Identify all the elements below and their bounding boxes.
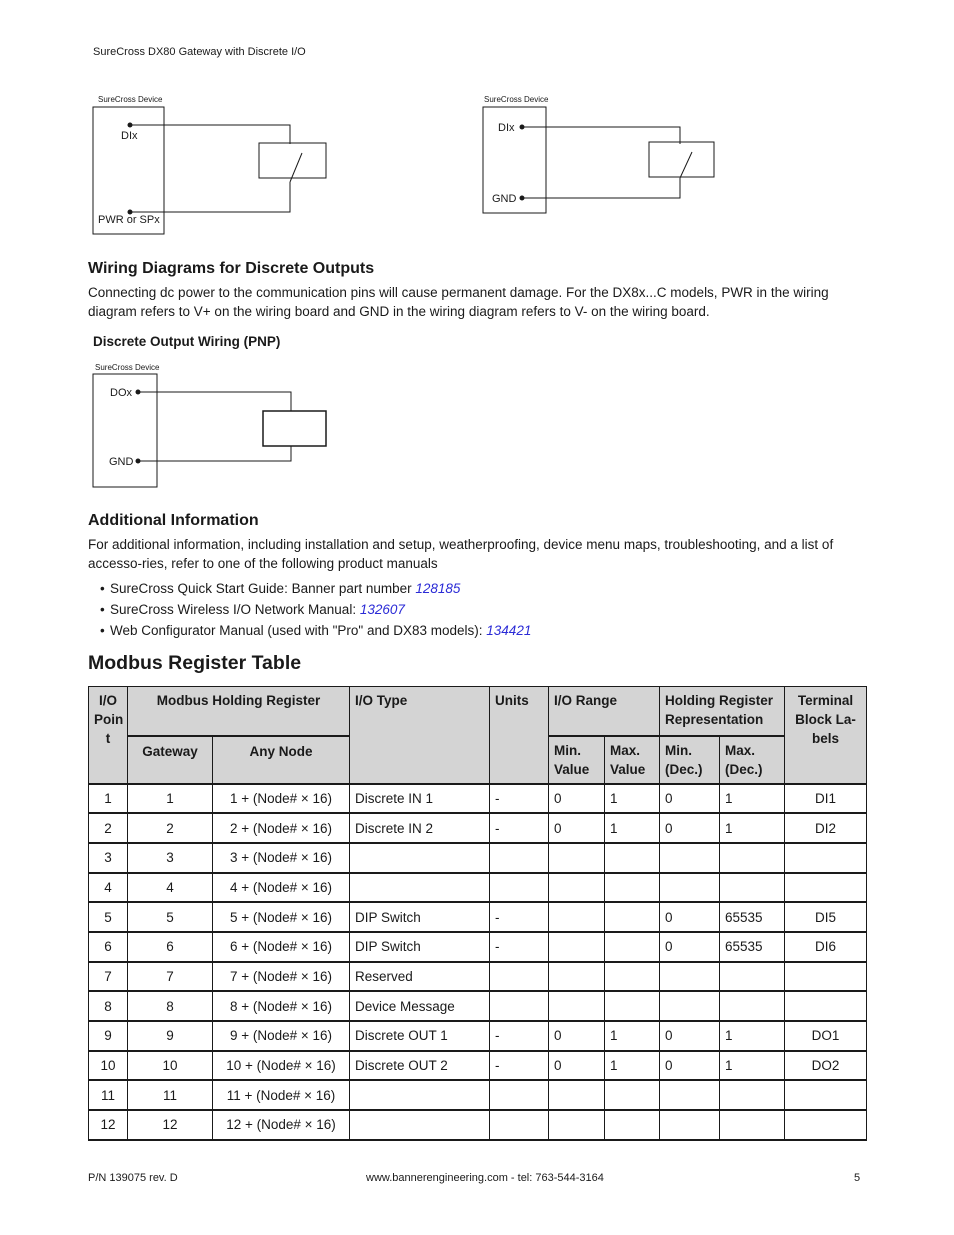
wiring-diagram-output-pnp [90, 360, 340, 490]
cell-max-value [605, 902, 660, 932]
bullet: • [100, 581, 105, 596]
manual-title: SureCross Quick Start Guide: Banner part number [110, 581, 416, 596]
cell-any-node: 11 + (Node# × 16) [213, 1080, 350, 1110]
table-row [89, 991, 867, 1021]
part-number-link[interactable]: 132607 [359, 602, 405, 617]
section-heading-discrete-outputs: Wiring Diagrams for Discrete Outputs [88, 260, 375, 277]
table-row [89, 1080, 867, 1110]
cell-gateway: 11 [128, 1080, 213, 1110]
cell-max-dec: 1 [720, 813, 785, 843]
cell-max-dec: 65535 [720, 902, 785, 932]
manual-title: Web Configurator Manual (used with "Pro" and DX83 models): [110, 623, 487, 638]
cell-io-point: 7 [89, 962, 128, 992]
cell-io-type: Device Message [350, 991, 490, 1021]
cell-io-type: DIP Switch [350, 932, 490, 962]
cell-io-type: Discrete IN 1 [350, 784, 490, 814]
col-header-gateway: Gateway [128, 736, 213, 784]
discrete-outputs-paragraph: Connecting dc power to the communication pins will cause permanent damage. For the DX8x...C models, PWR in the wiring diagram refers to V+ on the wiring board and GND in the wiring diagram refers to V- on the wiring board. [88, 285, 829, 319]
cell-io-point: 6 [89, 932, 128, 962]
cell-max-value [605, 991, 660, 1021]
cell-io-point: 2 [89, 813, 128, 843]
manuals-list [100, 580, 531, 643]
cell-any-node: 9 + (Node# × 16) [213, 1021, 350, 1051]
cell-max-value: 1 [605, 813, 660, 843]
switch-box [649, 142, 714, 177]
cell-gateway: 7 [128, 962, 213, 992]
cell-min-dec: 0 [660, 784, 720, 814]
footer-part-number: P/N 139075 rev. D [88, 1172, 178, 1184]
col-header-max-dec: Max. (Dec.) [720, 736, 785, 784]
cell-units [490, 1110, 549, 1140]
cell-max-value: 1 [605, 1021, 660, 1051]
subheading-output-wiring: Discrete Output Wiring (PNP) [93, 334, 281, 349]
col-header-io-point: I/O Poin t [89, 687, 128, 784]
cell-io-type: Discrete IN 2 [350, 813, 490, 843]
cell-max-dec: 65535 [720, 932, 785, 962]
cell-io-type: DIP Switch [350, 902, 490, 932]
pin-label-top: DIx [121, 130, 138, 142]
col-header-holding-representation: Holding Register Representation [660, 687, 785, 736]
cell-min-dec [660, 843, 720, 873]
table-row [89, 843, 867, 873]
cell-io-type [350, 843, 490, 873]
cell-io-point: 4 [89, 873, 128, 903]
cell-units: - [490, 784, 549, 814]
wiring-diagram-input-gnd [480, 92, 730, 218]
cell-min-value [549, 962, 605, 992]
cell-min-dec: 0 [660, 813, 720, 843]
cell-min-dec [660, 873, 720, 903]
cell-max-dec: 1 [720, 784, 785, 814]
cell-any-node: 6 + (Node# × 16) [213, 932, 350, 962]
cell-any-node: 4 + (Node# × 16) [213, 873, 350, 903]
list-item [100, 601, 531, 622]
cell-units: - [490, 902, 549, 932]
cell-io-point: 5 [89, 902, 128, 932]
cell-terminal-label: DI2 [785, 813, 867, 843]
cell-units [490, 962, 549, 992]
cell-min-value [549, 902, 605, 932]
cell-max-value [605, 1110, 660, 1140]
cell-max-dec [720, 1080, 785, 1110]
part-number-link[interactable]: 134421 [486, 623, 532, 638]
table-row [89, 873, 867, 903]
wiring-diagram-input-pwr [90, 92, 340, 238]
cell-min-dec [660, 991, 720, 1021]
cell-max-dec [720, 873, 785, 903]
cell-gateway: 9 [128, 1021, 213, 1051]
cell-max-value [605, 843, 660, 873]
cell-any-node: 10 + (Node# × 16) [213, 1051, 350, 1081]
bullet: • [100, 602, 105, 617]
part-number-link[interactable]: 128185 [415, 581, 461, 596]
cell-max-dec: 1 [720, 1051, 785, 1081]
cell-min-value [549, 991, 605, 1021]
cell-max-dec [720, 1110, 785, 1140]
cell-gateway: 1 [128, 784, 213, 814]
cell-gateway: 2 [128, 813, 213, 843]
pin-label-bottom: PWR or SPx [98, 214, 160, 226]
table-row [89, 813, 867, 843]
load-box [263, 411, 326, 446]
cell-units [490, 873, 549, 903]
switch-contact [680, 152, 692, 178]
table-row [89, 1021, 867, 1051]
table-body [89, 784, 867, 1140]
col-header-min-value: Min. Value [549, 736, 605, 784]
cell-terminal-label [785, 1080, 867, 1110]
cell-gateway: 6 [128, 932, 213, 962]
cell-min-value [549, 843, 605, 873]
cell-min-dec: 0 [660, 1021, 720, 1051]
cell-terminal-label [785, 991, 867, 1021]
cell-any-node: 8 + (Node# × 16) [213, 991, 350, 1021]
cell-min-dec [660, 1080, 720, 1110]
cell-units: - [490, 1021, 549, 1051]
cell-io-point: 10 [89, 1051, 128, 1081]
cell-io-type: Reserved [350, 962, 490, 992]
modbus-register-table [88, 686, 867, 1141]
cell-terminal-label [785, 962, 867, 992]
table-row [89, 1110, 867, 1140]
cell-min-value [549, 1110, 605, 1140]
cell-gateway: 10 [128, 1051, 213, 1081]
col-header-min-dec: Min. (Dec.) [660, 736, 720, 784]
table-row [89, 902, 867, 932]
cell-min-value: 0 [549, 1021, 605, 1051]
cell-gateway: 5 [128, 902, 213, 932]
cell-units: - [490, 932, 549, 962]
pin-label-top: DIx [498, 122, 515, 134]
bullet: • [100, 623, 105, 638]
cell-min-dec [660, 962, 720, 992]
cell-min-value [549, 873, 605, 903]
cell-max-value: 1 [605, 1051, 660, 1081]
cell-max-dec [720, 843, 785, 873]
section-heading-additional-info: Additional Information [88, 512, 259, 529]
running-header: SureCross DX80 Gateway with Discrete I/O [93, 46, 306, 58]
cell-min-value [549, 932, 605, 962]
col-header-io-range: I/O Range [549, 687, 660, 736]
cell-gateway: 12 [128, 1110, 213, 1140]
cell-min-dec: 0 [660, 932, 720, 962]
cell-terminal-label: DI1 [785, 784, 867, 814]
cell-any-node: 12 + (Node# × 16) [213, 1110, 350, 1140]
cell-min-value: 0 [549, 813, 605, 843]
col-header-any-node: Any Node [213, 736, 350, 784]
cell-io-point: 3 [89, 843, 128, 873]
cell-gateway: 3 [128, 843, 213, 873]
cell-io-point: 8 [89, 991, 128, 1021]
cell-any-node: 1 + (Node# × 16) [213, 784, 350, 814]
cell-max-value: 1 [605, 784, 660, 814]
table-row [89, 1051, 867, 1081]
table-row [89, 784, 867, 814]
pin-label-bottom: GND [109, 456, 134, 468]
cell-terminal-label: DI5 [785, 902, 867, 932]
cell-terminal-label: DO2 [785, 1051, 867, 1081]
footer-page-number: 5 [854, 1172, 861, 1184]
cell-terminal-label [785, 843, 867, 873]
section-heading-modbus-table: Modbus Register Table [88, 652, 302, 674]
pin-label-bottom: GND [492, 193, 517, 205]
cell-units: - [490, 813, 549, 843]
wire-top [138, 392, 291, 411]
cell-max-value [605, 932, 660, 962]
table-row [89, 962, 867, 992]
cell-terminal-label [785, 1110, 867, 1140]
cell-max-dec: 1 [720, 1021, 785, 1051]
wire-top [130, 125, 290, 144]
cell-min-value: 0 [549, 1051, 605, 1081]
list-item [100, 622, 531, 643]
manual-title: SureCross Wireless I/O Network Manual: [110, 602, 360, 617]
cell-units [490, 843, 549, 873]
cell-gateway: 8 [128, 991, 213, 1021]
wire-bottom [130, 182, 290, 212]
col-header-modbus-register: Modbus Holding Register [128, 687, 350, 736]
device-box-label: SureCross Device [98, 95, 163, 104]
cell-terminal-label: DO1 [785, 1021, 867, 1051]
cell-max-dec [720, 962, 785, 992]
cell-gateway: 4 [128, 873, 213, 903]
cell-units: - [490, 1051, 549, 1081]
cell-any-node: 5 + (Node# × 16) [213, 902, 350, 932]
switch-box [259, 143, 326, 178]
device-box-label: SureCross Device [95, 363, 160, 372]
device-box-label: SureCross Device [484, 95, 549, 104]
wire-bottom [138, 446, 291, 461]
cell-min-dec: 0 [660, 902, 720, 932]
col-header-max-value: Max. Value [605, 736, 660, 784]
cell-terminal-label [785, 873, 867, 903]
cell-min-value: 0 [549, 784, 605, 814]
cell-io-point: 9 [89, 1021, 128, 1051]
cell-max-value [605, 1080, 660, 1110]
list-item [100, 580, 531, 601]
cell-io-point: 1 [89, 784, 128, 814]
cell-any-node: 2 + (Node# × 16) [213, 813, 350, 843]
footer-contact: www.bannerengineering.com - tel: 763-544-3164 [366, 1172, 604, 1184]
table-header-row [89, 687, 867, 736]
cell-max-value [605, 962, 660, 992]
cell-units [490, 1080, 549, 1110]
cell-io-type [350, 1110, 490, 1140]
cell-any-node: 7 + (Node# × 16) [213, 962, 350, 992]
cell-io-type: Discrete OUT 1 [350, 1021, 490, 1051]
cell-min-dec: 0 [660, 1051, 720, 1081]
cell-max-dec [720, 991, 785, 1021]
cell-terminal-label: DI6 [785, 932, 867, 962]
cell-min-dec [660, 1110, 720, 1140]
table-row [89, 932, 867, 962]
cell-io-type [350, 873, 490, 903]
col-header-units: Units [490, 687, 549, 784]
col-header-io-type: I/O Type [350, 687, 490, 784]
cell-io-type: Discrete OUT 2 [350, 1051, 490, 1081]
cell-io-point: 12 [89, 1110, 128, 1140]
cell-any-node: 3 + (Node# × 16) [213, 843, 350, 873]
cell-max-value [605, 873, 660, 903]
cell-min-value [549, 1080, 605, 1110]
cell-io-type [350, 1080, 490, 1110]
additional-info-paragraph: For additional information, including installation and setup, weatherproofing, device menu maps, troubleshooting, and a list of accesso-ries, refer to one of the following product manuals [88, 537, 834, 571]
col-header-terminal-labels: Terminal Block La-bels [785, 687, 867, 784]
cell-io-point: 11 [89, 1080, 128, 1110]
pin-label-top: DOx [110, 387, 132, 399]
cell-units [490, 991, 549, 1021]
